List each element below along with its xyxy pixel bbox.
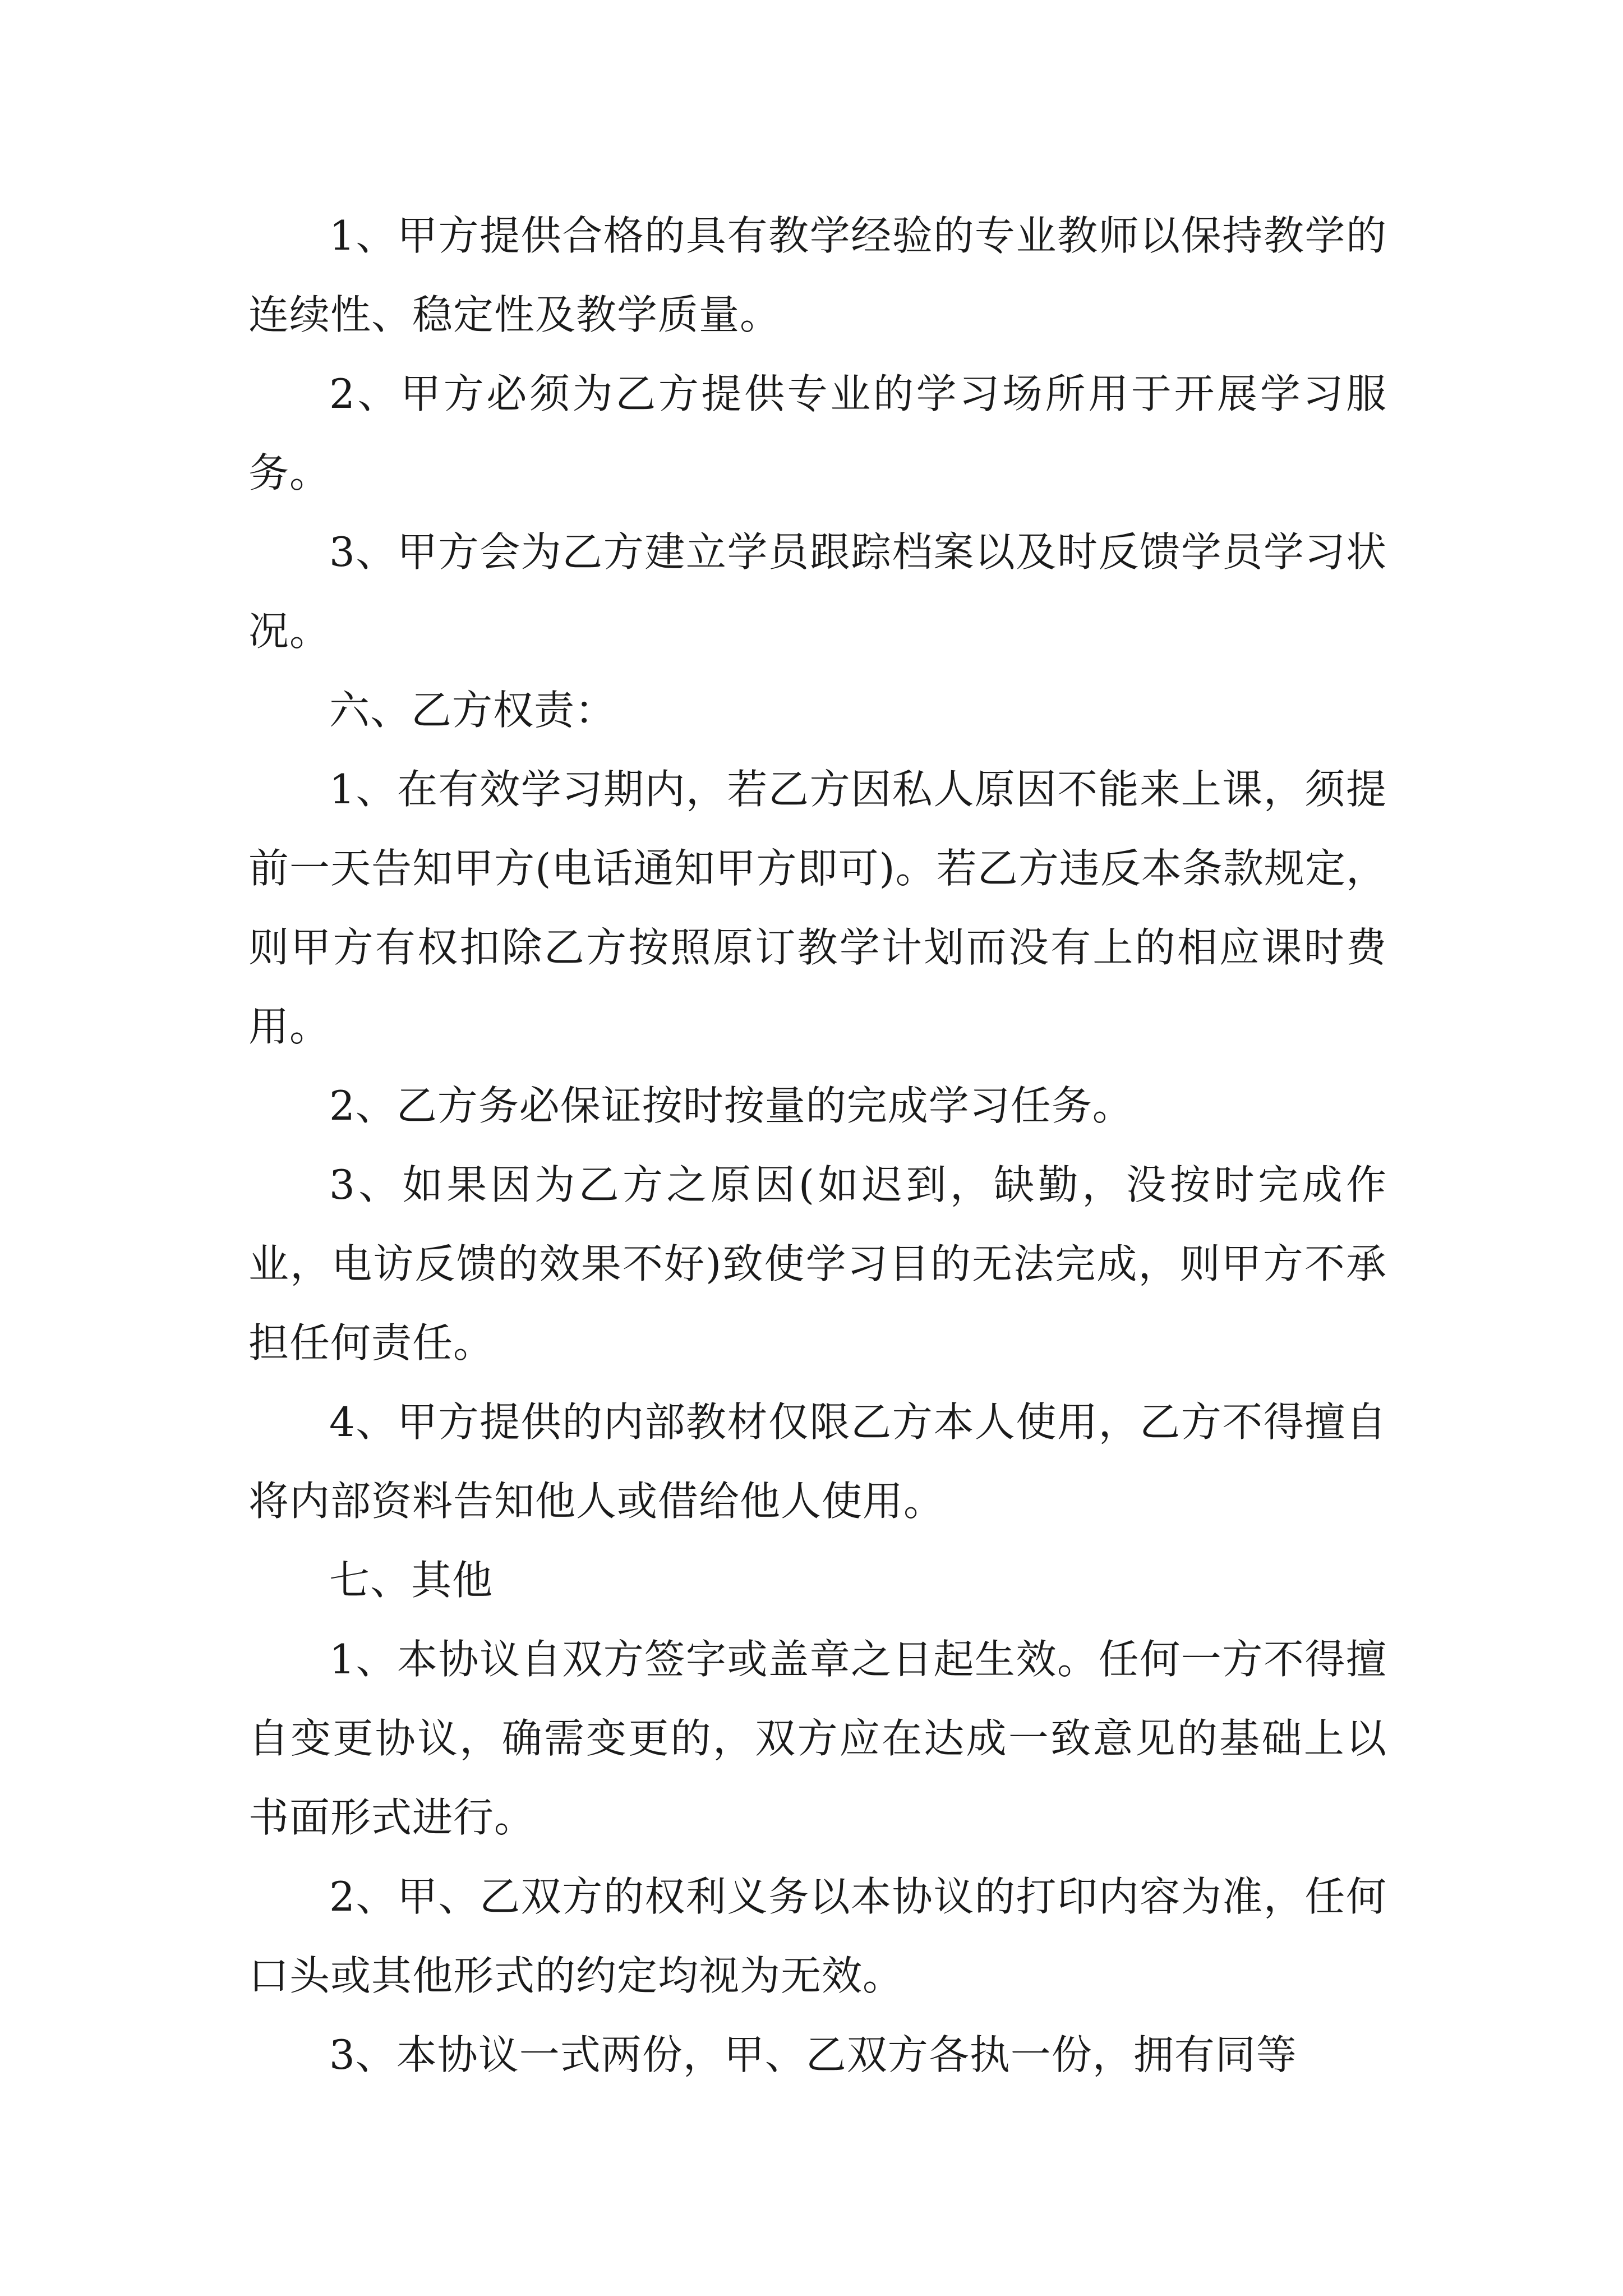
document-body xyxy=(248,196,1387,2095)
clause-paragraph: 2、乙方务必保证按时按量的完成学习任务。 xyxy=(329,1082,1133,1129)
section-heading: 六、乙方权责： xyxy=(329,687,616,734)
clause-paragraph: 3、本协议一式两份，甲、乙双方各执一份，拥有同等 xyxy=(329,2031,1297,2078)
clause-paragraph: 4、甲方提供的内部教材仅限乙方本人使用，乙方不得擅自将内部资料告知他人或借给他人使用。 xyxy=(248,1398,1387,1525)
clause-paragraph: 1、甲方提供合格的具有教学经验的专业教师以保持教学的连续性、稳定性及教学质量。 xyxy=(248,212,1387,338)
section-heading: 七、其他 xyxy=(329,1557,494,1604)
clause-paragraph: 2、甲方必须为乙方提供专业的学习场所用于开展学习服务。 xyxy=(248,370,1387,496)
clause-paragraph: 1、本协议自双方签字或盖章之日起生效。任何一方不得擅自变更协议，确需变更的，双方应在达成一致意见的基础上以书面形式进行。 xyxy=(248,1636,1387,1841)
clause-paragraph: 2、甲、乙双方的权利义务以本协议的打印内容为准，任何口头或其他形式的约定均视为无效。 xyxy=(248,1873,1387,1999)
clause-paragraph: 1、在有效学习期内，若乙方因私人原因不能来上课，须提前一天告知甲方(电话通知甲方即可)。若乙方违反本条款规定，则甲方有权扣除乙方按照原订教学计划而没有上的相应课时费用。 xyxy=(248,766,1387,1050)
clause-paragraph: 3、甲方会为乙方建立学员跟踪档案以及时反馈学员学习状况。 xyxy=(248,528,1387,655)
clause-paragraph: 3、如果因为乙方之原因(如迟到，缺勤，没按时完成作业，电访反馈的效果不好)致使学习目的无法完成，则甲方不承担任何责任。 xyxy=(248,1161,1387,1366)
